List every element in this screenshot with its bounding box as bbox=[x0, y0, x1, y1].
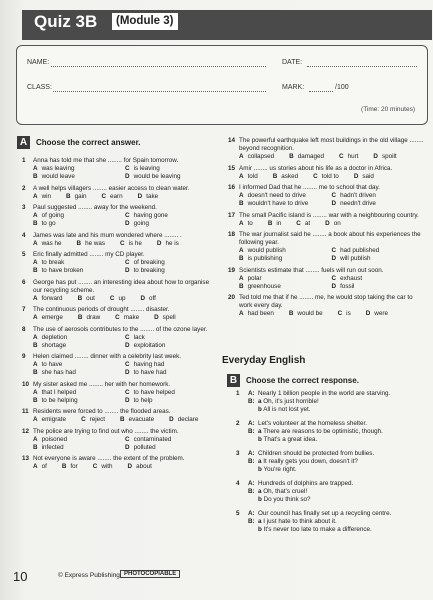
dialogue-line-a bbox=[236, 420, 428, 428]
quiz-title: Quiz 3B bbox=[34, 12, 98, 31]
spacer bbox=[236, 398, 248, 406]
response-option-a[interactable]: a There are reasons to be optimistic, though. bbox=[258, 428, 383, 435]
answer-option[interactable]: D needn't drive bbox=[331, 200, 376, 207]
answer-option[interactable]: C make bbox=[115, 314, 140, 321]
answer-option[interactable]: B out bbox=[77, 294, 95, 302]
question-stem bbox=[22, 326, 217, 334]
answer-option[interactable]: B to have broken bbox=[33, 267, 84, 274]
answer-option[interactable]: C to have helped bbox=[125, 388, 175, 396]
answer-option[interactable]: A of going bbox=[33, 212, 64, 219]
mark-field[interactable] bbox=[309, 91, 333, 92]
answer-option[interactable]: A doesn't need to drive bbox=[239, 192, 306, 199]
answer-option[interactable]: C at bbox=[296, 219, 311, 227]
question-text: The small Pacific island is ........ war with a neighbouring country. bbox=[239, 211, 419, 219]
question-number: 13 bbox=[22, 455, 30, 462]
speaker-a: A: bbox=[248, 510, 255, 517]
answer-option[interactable]: C is leaving bbox=[125, 165, 160, 172]
answer-option[interactable]: B greenhouse bbox=[239, 282, 281, 290]
answer-option[interactable]: D were bbox=[365, 310, 388, 317]
answer-option[interactable]: A win bbox=[33, 192, 52, 200]
answer-option[interactable]: C lack bbox=[125, 333, 145, 341]
dialogue-item bbox=[236, 420, 428, 444]
question-item bbox=[22, 428, 217, 452]
question-item bbox=[22, 326, 217, 350]
dialogue-number: 3 bbox=[236, 450, 240, 457]
response-option-b[interactable]: b All is not lost yet. bbox=[258, 406, 311, 413]
answer-option[interactable]: B draw bbox=[77, 314, 101, 321]
response-option-b[interactable]: b That's a great idea. bbox=[258, 436, 318, 443]
answer-option[interactable]: C hurt bbox=[339, 153, 359, 160]
question-number: 9 bbox=[22, 353, 26, 360]
section-b-column bbox=[236, 390, 428, 540]
answer-option[interactable]: C up bbox=[109, 294, 126, 302]
answer-option[interactable]: A of bbox=[33, 463, 47, 470]
section-a-title: Choose the correct answer. bbox=[36, 138, 141, 147]
answer-option[interactable]: C having gone bbox=[125, 212, 168, 219]
answer-options bbox=[228, 310, 424, 318]
answer-option[interactable]: D to have had bbox=[125, 369, 167, 376]
question-stem bbox=[228, 294, 424, 310]
question-text: The police are trying to find out who ........ the victim. bbox=[33, 427, 179, 435]
dialogue-line-b bbox=[236, 428, 428, 436]
question-text: Ted told me that if he ........ me, he would stop taking the car to work every day. bbox=[239, 294, 413, 309]
answer-options bbox=[228, 275, 424, 291]
question-item bbox=[228, 231, 424, 263]
response-b-text: That's a great idea. bbox=[263, 436, 318, 443]
answer-options bbox=[22, 389, 217, 405]
question-stem bbox=[228, 184, 424, 192]
answer-option[interactable]: C of breaking bbox=[125, 259, 165, 266]
question-number: 4 bbox=[22, 231, 26, 239]
answer-option[interactable]: D about bbox=[127, 463, 152, 470]
answer-option[interactable]: A was leaving bbox=[33, 165, 75, 172]
question-item bbox=[22, 408, 217, 424]
question-item bbox=[22, 381, 217, 405]
answer-options bbox=[22, 212, 217, 228]
dialogue-line-a bbox=[236, 390, 428, 398]
name-label: NAME: bbox=[27, 59, 50, 66]
question-text: George has put ........ an interesting idea about how to organise our recycling scheme. bbox=[33, 278, 210, 294]
answer-option[interactable]: A would publish bbox=[239, 247, 286, 254]
question-stem bbox=[22, 157, 217, 165]
time-limit: (Time: 20 minutes) bbox=[361, 106, 415, 113]
answer-option[interactable]: C had published bbox=[331, 247, 380, 254]
answer-option[interactable]: D declare bbox=[169, 416, 199, 423]
speaker-a-text: Children should be protected from bullies. bbox=[258, 450, 375, 457]
question-number: 16 bbox=[228, 184, 236, 191]
speaker-b: B: bbox=[248, 458, 255, 465]
question-item bbox=[228, 267, 424, 291]
response-a-text: It really gets you down, doesn't it? bbox=[263, 458, 358, 465]
question-stem bbox=[22, 251, 217, 259]
question-item bbox=[228, 165, 424, 181]
answer-options bbox=[228, 153, 424, 161]
answer-option[interactable]: D said bbox=[353, 172, 374, 180]
answer-option[interactable]: D going bbox=[125, 220, 149, 227]
question-number: 20 bbox=[228, 294, 236, 301]
speaker-a: A: bbox=[248, 390, 255, 397]
question-stem bbox=[22, 455, 217, 463]
date-label: DATE: bbox=[282, 59, 303, 66]
response-b-text: You're right. bbox=[263, 466, 297, 473]
answer-option[interactable]: C earn bbox=[101, 192, 123, 200]
question-number: 3 bbox=[22, 204, 26, 211]
question-stem bbox=[22, 185, 217, 193]
answer-option[interactable]: D spoilt bbox=[373, 153, 397, 160]
answer-option[interactable]: A depletion bbox=[33, 333, 68, 341]
answer-option[interactable]: A collapsed bbox=[239, 153, 275, 160]
speaker-a-text: Let's volunteer at the homeless shelter. bbox=[258, 420, 368, 427]
question-stem bbox=[228, 212, 424, 220]
question-stem bbox=[228, 231, 424, 247]
answer-options bbox=[228, 247, 424, 263]
question-text: Scientists estimate that ........ fuels will run out soon. bbox=[239, 266, 384, 274]
question-text: The continuous periods of drought ........ disaster. bbox=[33, 306, 170, 313]
answer-option[interactable]: B shortage bbox=[33, 341, 67, 349]
question-number: 15 bbox=[228, 164, 236, 172]
response-option-a[interactable]: a Oh, it's just horrible! bbox=[258, 398, 319, 405]
answer-option[interactable]: D off bbox=[140, 294, 156, 302]
answer-option[interactable]: A to bbox=[239, 219, 253, 227]
answer-option[interactable]: C exhaust bbox=[331, 274, 363, 282]
answer-option[interactable]: B to be helping bbox=[33, 396, 78, 404]
response-b-text: It's never too late to make a difference. bbox=[263, 526, 372, 533]
response-a-text: There are reasons to be optimistic, though. bbox=[263, 428, 383, 435]
answer-option[interactable]: C told to bbox=[313, 172, 339, 180]
question-number: 12 bbox=[22, 427, 30, 435]
question-text: My sister asked me ........ her with her homework. bbox=[33, 380, 171, 388]
answer-options bbox=[228, 192, 424, 208]
question-text: Helen claimed ........ dinner with a celebrity last week. bbox=[33, 353, 182, 360]
dialogue-item bbox=[236, 390, 428, 414]
question-number: 17 bbox=[228, 211, 236, 219]
speaker-a: A: bbox=[248, 480, 255, 487]
class-field[interactable] bbox=[53, 91, 266, 92]
question-number: 6 bbox=[22, 278, 26, 286]
response-b-text: Do you think so? bbox=[263, 496, 311, 503]
speaker-b: B: bbox=[248, 428, 255, 435]
response-a-text: I just hate to think about it. bbox=[263, 518, 337, 525]
answer-options bbox=[22, 295, 217, 303]
answer-option[interactable]: A had been bbox=[239, 310, 274, 317]
question-text: Eric finally admitted ........ my CD player. bbox=[33, 251, 145, 258]
question-stem bbox=[22, 408, 217, 416]
class-label: CLASS: bbox=[27, 84, 52, 91]
dialogue-line-a bbox=[236, 450, 428, 458]
spacer bbox=[236, 428, 248, 436]
dialogue-line-a bbox=[236, 480, 428, 488]
answer-options bbox=[22, 436, 217, 452]
question-text: Not everyone is aware ........ the extent of the problem. bbox=[33, 455, 185, 462]
question-text: The use of aerosols contributes to the ........ of the ozone layer. bbox=[33, 325, 208, 333]
answer-options bbox=[228, 220, 424, 228]
section-b-title: Choose the correct response. bbox=[246, 376, 359, 385]
speaker-a: A: bbox=[248, 420, 255, 427]
everyday-english-heading: Everyday English bbox=[222, 355, 306, 366]
response-option-a[interactable]: a It really gets you down, doesn't it? bbox=[258, 458, 358, 465]
answer-option[interactable]: D fossil bbox=[331, 282, 355, 290]
question-item bbox=[22, 185, 217, 201]
answer-option[interactable]: C hadn't driven bbox=[331, 192, 376, 199]
answer-option[interactable]: B for bbox=[61, 463, 78, 470]
spacer bbox=[236, 488, 248, 496]
question-stem bbox=[228, 267, 424, 275]
dialogue-number: 5 bbox=[236, 510, 240, 517]
answer-option[interactable]: B wouldn't have to drive bbox=[239, 200, 309, 207]
answer-option[interactable]: C with bbox=[92, 463, 113, 470]
answer-option[interactable]: B damaged bbox=[289, 153, 324, 160]
question-text: The war journalist said he ........ a book about his experiences the following year. bbox=[239, 231, 421, 246]
answer-option[interactable]: C is bbox=[337, 310, 351, 317]
question-text: Residents were forced to ........ the flooded areas. bbox=[33, 408, 171, 415]
question-stem bbox=[22, 232, 217, 240]
speaker-a-text: Nearly 1 billion people in the world are starving. bbox=[258, 390, 391, 397]
question-text: I informed Dad that he ........ me to school that day. bbox=[239, 184, 380, 191]
answer-option[interactable]: D to breaking bbox=[125, 267, 165, 274]
answer-options bbox=[228, 173, 424, 181]
question-stem bbox=[22, 353, 217, 361]
answer-option[interactable]: D will publish bbox=[331, 255, 371, 262]
question-item bbox=[22, 455, 217, 471]
answer-option[interactable]: A that I helped bbox=[33, 388, 77, 396]
response-option-a[interactable]: a Oh, that's cruel! bbox=[258, 488, 308, 495]
dialogue-line-b bbox=[236, 398, 428, 406]
question-stem bbox=[228, 137, 424, 153]
question-stem bbox=[228, 165, 424, 173]
spacer bbox=[236, 518, 248, 526]
dialogue-item bbox=[236, 510, 428, 534]
question-text: Paul suggested ........ away for the weekend. bbox=[33, 204, 157, 211]
mark-total: /100 bbox=[335, 84, 349, 91]
answer-option[interactable]: B asked bbox=[272, 172, 299, 180]
answer-option[interactable]: B gain bbox=[66, 192, 87, 200]
question-item bbox=[22, 204, 217, 228]
dialogue-line-b bbox=[236, 458, 428, 466]
answer-option[interactable]: A emigrate bbox=[33, 416, 67, 423]
question-number: 5 bbox=[22, 251, 26, 258]
response-b-text: All is not lost yet. bbox=[263, 406, 311, 413]
answer-option[interactable]: B in bbox=[267, 219, 282, 227]
answer-option[interactable]: D he is bbox=[156, 239, 179, 247]
question-text: The powerful earthquake left most buildings in the old village ........ beyond recognition. bbox=[239, 137, 424, 152]
question-item bbox=[22, 251, 217, 275]
answer-option[interactable]: A told bbox=[239, 172, 258, 180]
answer-option[interactable]: A was he bbox=[33, 239, 62, 247]
response-option-b[interactable]: b Do you think so? bbox=[258, 496, 311, 503]
answer-option[interactable]: A poisoned bbox=[33, 435, 68, 443]
question-stem bbox=[22, 279, 217, 295]
answer-option[interactable]: A emerge bbox=[33, 314, 63, 321]
dialogue-number: 2 bbox=[236, 420, 240, 427]
question-text: Amir ........ us stories about his life as a doctor in Africa. bbox=[239, 164, 393, 172]
speaker-a-text: Our council has finally set up a recycling centre. bbox=[258, 510, 392, 517]
section-b-badge: B bbox=[227, 374, 240, 387]
answer-options bbox=[22, 193, 217, 201]
answer-option[interactable]: A to have bbox=[33, 361, 63, 368]
section-a-right-column bbox=[228, 137, 424, 322]
name-field[interactable] bbox=[51, 66, 266, 67]
answer-options bbox=[22, 334, 217, 350]
spacer bbox=[236, 458, 248, 466]
answer-option[interactable]: A forward bbox=[33, 294, 63, 302]
question-number: 14 bbox=[228, 137, 236, 144]
answer-option[interactable]: B infected bbox=[33, 443, 64, 451]
answer-options bbox=[22, 361, 217, 377]
answer-option[interactable]: D polluted bbox=[125, 443, 156, 451]
response-a-text: Oh, that's cruel! bbox=[263, 488, 308, 495]
page-number: 10 bbox=[13, 569, 28, 584]
answer-options bbox=[22, 416, 217, 424]
answer-option[interactable]: B to go bbox=[33, 220, 56, 227]
module-label: (Module 3) bbox=[112, 13, 178, 30]
question-text: A well helps villagers ........ easier access to clean water. bbox=[33, 184, 190, 192]
answer-option[interactable]: C reject bbox=[81, 416, 106, 423]
question-item bbox=[228, 294, 424, 318]
question-stem bbox=[22, 428, 217, 436]
answer-option[interactable]: B would be bbox=[288, 310, 323, 317]
speaker-b: B: bbox=[248, 518, 255, 525]
answer-option[interactable]: C having had bbox=[125, 361, 165, 368]
dialogue-number: 1 bbox=[236, 390, 240, 397]
question-number: 1 bbox=[22, 157, 26, 164]
speaker-a-text: Hundreds of dolphins are trapped. bbox=[258, 480, 354, 487]
response-option-b[interactable]: b You're right. bbox=[258, 466, 297, 473]
answer-option[interactable]: A polar bbox=[239, 274, 262, 282]
dialogue-item bbox=[236, 450, 428, 474]
question-stem bbox=[22, 306, 217, 314]
photocopiable-badge: PHOTOCOPIABLE bbox=[120, 570, 180, 578]
answer-option[interactable]: A to break bbox=[33, 259, 65, 266]
answer-option[interactable]: D would be leaving bbox=[125, 173, 181, 180]
speaker-b: B: bbox=[248, 398, 255, 405]
student-info-box bbox=[16, 45, 428, 125]
answer-option[interactable]: B is publishing bbox=[239, 255, 283, 262]
question-item bbox=[22, 306, 217, 322]
question-stem bbox=[22, 204, 217, 212]
question-item bbox=[22, 353, 217, 377]
answer-option[interactable]: B he was bbox=[76, 239, 106, 247]
question-text: James was late and his mum wondered where ........ . bbox=[33, 231, 182, 239]
answer-option[interactable]: D to help bbox=[125, 396, 153, 404]
response-a-text: Oh, it's just horrible! bbox=[263, 398, 319, 405]
question-stem bbox=[22, 381, 217, 389]
question-item bbox=[228, 184, 424, 208]
mark-label: MARK: bbox=[282, 84, 305, 91]
answer-options bbox=[22, 259, 217, 275]
speaker-a: A: bbox=[248, 450, 255, 457]
question-number: 19 bbox=[228, 266, 236, 274]
answer-options bbox=[22, 463, 217, 471]
response-option-a[interactable]: a I just hate to think about it. bbox=[258, 518, 337, 525]
section-a-left-column bbox=[22, 157, 217, 475]
answer-option[interactable]: C is he bbox=[120, 239, 142, 247]
dialogue-line-a bbox=[236, 510, 428, 518]
answer-option[interactable]: D take bbox=[137, 192, 159, 200]
question-number: 8 bbox=[22, 325, 26, 333]
dialogue-line-b bbox=[236, 518, 428, 526]
question-text: Anna has told me that she ........ for Spain tomorrow. bbox=[33, 157, 179, 164]
question-item bbox=[228, 137, 424, 161]
question-item bbox=[22, 279, 217, 303]
answer-option[interactable]: B would leave bbox=[33, 173, 75, 180]
question-number: 10 bbox=[22, 380, 30, 388]
answer-options bbox=[22, 165, 217, 181]
question-item bbox=[22, 157, 217, 181]
dialogue-item bbox=[236, 480, 428, 504]
answer-options bbox=[22, 314, 217, 322]
question-number: 2 bbox=[22, 184, 26, 192]
answer-option[interactable]: D spell bbox=[154, 314, 176, 321]
section-a-badge: A bbox=[17, 136, 30, 149]
question-number: 7 bbox=[22, 306, 26, 313]
answer-option[interactable]: D on bbox=[325, 219, 341, 227]
response-option-b[interactable]: b It's never too late to make a difference. bbox=[258, 526, 372, 533]
date-field[interactable] bbox=[307, 66, 417, 67]
speaker-b: B: bbox=[248, 488, 255, 495]
publisher-credit: © Express Publishing bbox=[58, 572, 120, 579]
answer-option[interactable]: B evacuate bbox=[120, 416, 155, 423]
dialogue-line-b bbox=[236, 488, 428, 496]
question-item bbox=[228, 212, 424, 228]
answer-option[interactable]: C contaminated bbox=[125, 435, 172, 443]
answer-options bbox=[22, 240, 217, 248]
question-number: 18 bbox=[228, 231, 236, 238]
dialogue-number: 4 bbox=[236, 480, 240, 487]
question-item bbox=[22, 232, 217, 248]
answer-option[interactable]: D exploitation bbox=[125, 341, 166, 349]
question-number: 11 bbox=[22, 408, 29, 415]
answer-option[interactable]: B she has had bbox=[33, 369, 76, 376]
